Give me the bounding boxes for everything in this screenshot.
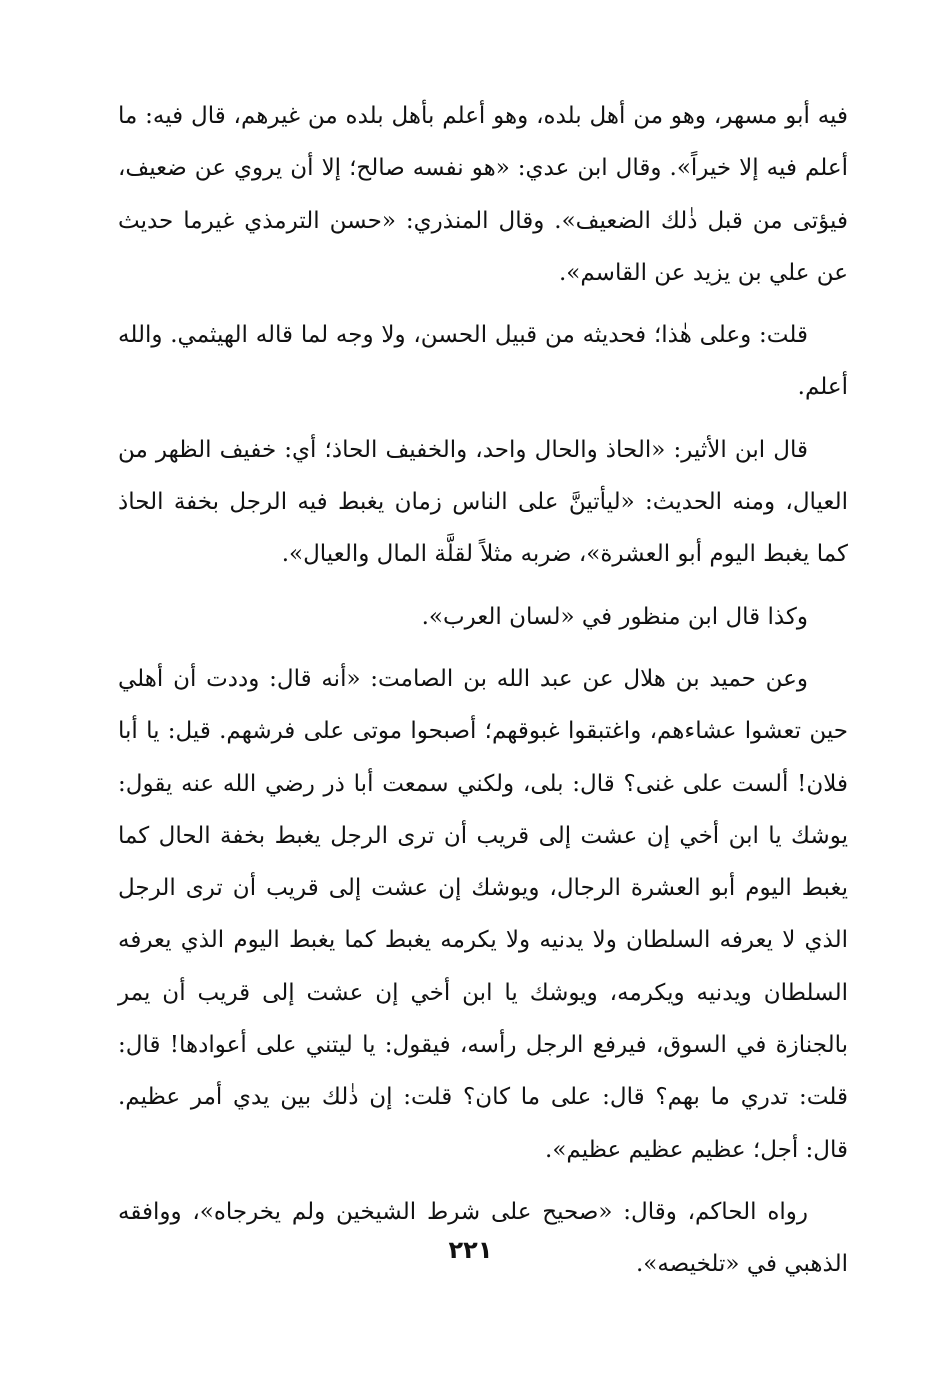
paragraph-3: قال ابن الأثير: «الحاذ والحال واحد، والخفيف الحاذ؛ أي: خفيف الظهر من العيال، ومنه الحديث: «ليأتينَّ على الناس زمان يغبط فيه الرجل بخفة الحاذ كما يغبط اليوم أبو العشرة»، ضربه مثلاً لقلَّة المال والعيال».	[118, 436, 848, 568]
paragraph-1: فيه أبو مسهر، وهو من أهل بلده، وهو أعلم بأهل بلده من غيرهم، قال فيه: ما أعلم فيه إلا خيراً». وقال ابن عدي: «هو نفسه صالح؛ إلا أن يروي عن ضعيف، فيؤتى من قبل ذٰلك الضعيف». وقال المنذري: «حسن الترمذي غيرما حديث عن علي بن يزيد عن القاسم».	[118, 103, 848, 286]
paragraph-2: قلت: وعلى هٰذا؛ فحديثه من قبيل الحسن، ولا وجه لما قاله الهيثمي. والله أعلم.	[118, 322, 848, 401]
paragraph-5: وعن حميد بن هلال عن عبد الله بن الصامت: «أنه قال: وددت أن أهلي حين تعشوا عشاءهم، واغتبقوا غبوقهم؛ أصبحوا موتى على فرشهم. قيل: يا أبا فلان! ألست على غنى؟ قال: بلى، ولكني سمعت أبا ذر رضي الله عنه يقول: يوشك يا ابن أخي إن عشت إلى قريب أن ترى الرجل يغبط بخفة الحال كما يغبط اليوم أبو العشرة الرجال، ويوشك إن عشت إلى قريب أن ترى الرجل الذي لا يعرفه السلطان ولا يدنيه ولا يكرمه يغبط كما يغبط اليوم الذي يعرفه السلطان ويدنيه ويكرمه، ويوشك يا ابن أخي إن عشت إلى قريب أن يمر بالجنازة في السوق، فيرفع الرجل رأسه، فيقول: يا ليتني على أعوادها! قال: قلت: تدري ما بهم؟ قال: على ما كان؟ قلت: إن ذٰلك بين يدي أمر عظيم. قال: أجل؛ عظيم عظيم عظيم».	[118, 665, 848, 1163]
page-number: ٢٢١	[448, 1236, 493, 1264]
paragraph-4: وكذا قال ابن منظور في «لسان العرب».	[421, 603, 808, 630]
page-body	[118, 90, 848, 1301]
paragraph-6: رواه الحاكم، وقال: «صحيح على شرط الشيخين ولم يخرجاه»، ووافقه الذهبي في «تلخيصه».	[118, 1198, 848, 1278]
